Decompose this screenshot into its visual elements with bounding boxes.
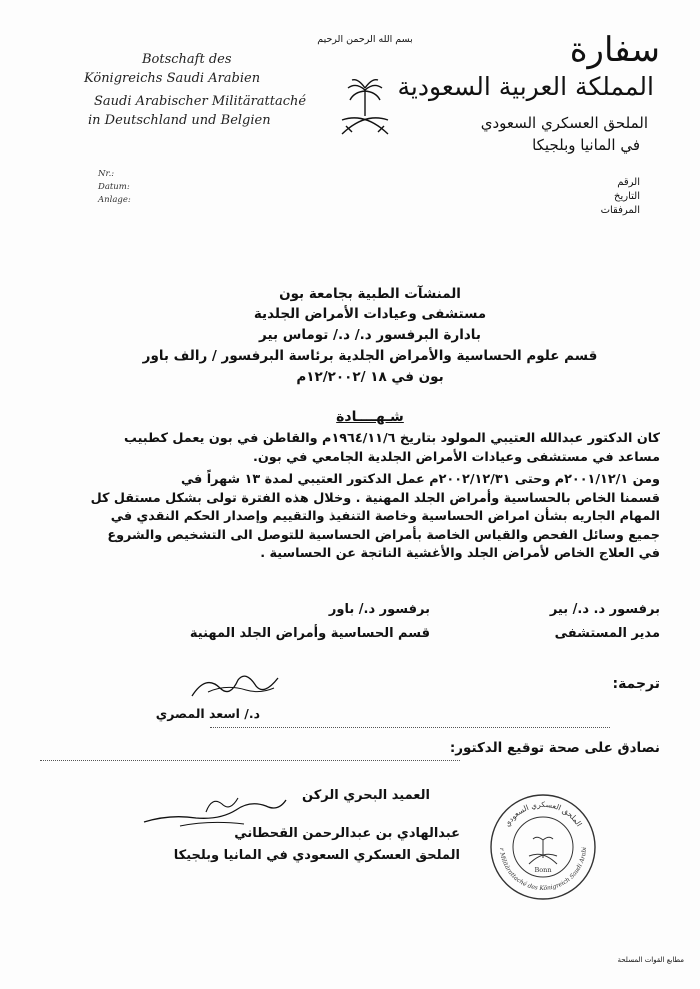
attestation-rule <box>40 760 460 761</box>
translation-rule <box>210 727 610 728</box>
footer-printer: مطابع القوات المسلحة <box>617 956 684 964</box>
certificate-line-2: مساعد في مستشفى وعيادات الأمراض الجلدية الجامعي في بون. <box>253 449 660 465</box>
translator-signature-icon <box>186 666 286 706</box>
letterhead-de-line-1: Botschaft des <box>142 52 232 67</box>
translator-name: د./ اسعد المصري <box>155 706 260 721</box>
letterhead-kingdom: المملكة العربية السعودية <box>397 72 654 101</box>
letterhead-de-line-3: Saudi Arabischer Militärattaché <box>94 94 307 109</box>
ar-ref-number-label: الرقم <box>617 177 640 188</box>
signatory-left-name: برفسور د./ باور <box>328 602 430 617</box>
saudi-emblem-icon <box>336 76 394 142</box>
official-stamp-icon <box>488 792 598 902</box>
signatory-right-title: مدير المستشفى <box>554 626 660 641</box>
ar-ref-attachment-label: المرفقات <box>600 205 640 216</box>
certificate-line-1: كان الدكتور عبدالله العتيبي المولود بتاريخ ١٩٦٤/١١/٦م والقاطن في بون يعمل كطبيب <box>124 431 660 446</box>
certificate-title: شـهــــادة <box>336 409 404 425</box>
stamp-city: Bonn <box>534 866 552 874</box>
de-ref-attachment-label: Anlage: <box>98 195 131 205</box>
letterhead-ar-ref <box>601 176 640 218</box>
attestation-label: نصادق على صحة توقيع الدكتور: <box>449 740 660 756</box>
header-line-4: قسم علوم الحساسية والأمراض الجلدية برئاسة البرفسور / رالف باور <box>142 348 598 364</box>
stamp-text-ar: الملحق العسكري السعودي <box>502 799 584 829</box>
de-ref-date-label: Datum: <box>98 182 130 192</box>
certificate-line-5: المهام الجاريه بشأن امراض الحساسية وخاصة التنفيذ والتقييم وإصدار الحكم النقدي في <box>110 509 660 524</box>
certificate-line-3: ومن ٢٠٠١/١٢/١م وحتى ٢٠٠٢/١٢/٣١م عمل الدكتور العتيبي لمدة ١٣ شهراً في <box>180 472 660 487</box>
certificate-line-7: في العلاج الخاص لأمراض الجلد والأغشية الناتجة عن الحساسية . <box>260 546 660 561</box>
signatory-right-name: برفسور د. د./ بير <box>549 602 660 617</box>
letterhead-de-line-2: Königreichs Saudi Arabien <box>84 71 261 86</box>
letterhead-attache: الملحق العسكري السعودي <box>480 114 648 132</box>
letterhead-country: في المانيا وبلجيكا <box>532 136 640 154</box>
header-line-1: المنشآت الطبية بجامعة بون <box>279 286 461 302</box>
certificate-line-6: جميع وسائل الفحص والقياس الخاصة بأمراض الحساسية للتوصل الى التشخيص والشروع <box>107 527 660 543</box>
attestation-position: الملحق العسكري السعودي في المانيا وبلجيكا <box>173 848 460 863</box>
ar-ref-date-label: التاريخ <box>614 191 640 202</box>
certificate-line-4: قسمنا الخاص بالحساسية وأمراض الجلد المهنية . وخلال هذه الفترة تولى بشكل مستقل كل <box>90 490 660 506</box>
letterhead-embassy: سفارة <box>569 30 660 70</box>
attestation-name: عبدالهادي بن عبدالرحمن القحطاني <box>234 826 460 841</box>
translation-label: ترجمة: <box>612 676 660 692</box>
de-ref-number-label: Nr.: <box>98 169 115 179</box>
basmala: بسم الله الرحمن الرحيم <box>317 34 413 45</box>
attestation-rank: العميد البحري الركن <box>302 788 430 803</box>
stamp-text-de: r Militärattaché des Königreich Saudi Arabi <box>497 846 589 893</box>
header-line-3: بادارة البرفسور د./ د./ توماس بير <box>259 327 481 343</box>
certificate-body <box>40 430 660 564</box>
letterhead-german <box>84 50 324 130</box>
letterhead-de-line-4: in Deutschland und Belgien <box>88 113 271 128</box>
header-date: بون في ١٨ /١٢/٢٠٠٢م <box>296 369 444 385</box>
header-line-2: مستشفى وعيادات الأمراض الجلدية <box>253 306 487 322</box>
letterhead-de-ref <box>98 168 131 207</box>
signatory-left-title: قسم الحساسية وأمراض الجلد المهنية <box>189 626 430 641</box>
